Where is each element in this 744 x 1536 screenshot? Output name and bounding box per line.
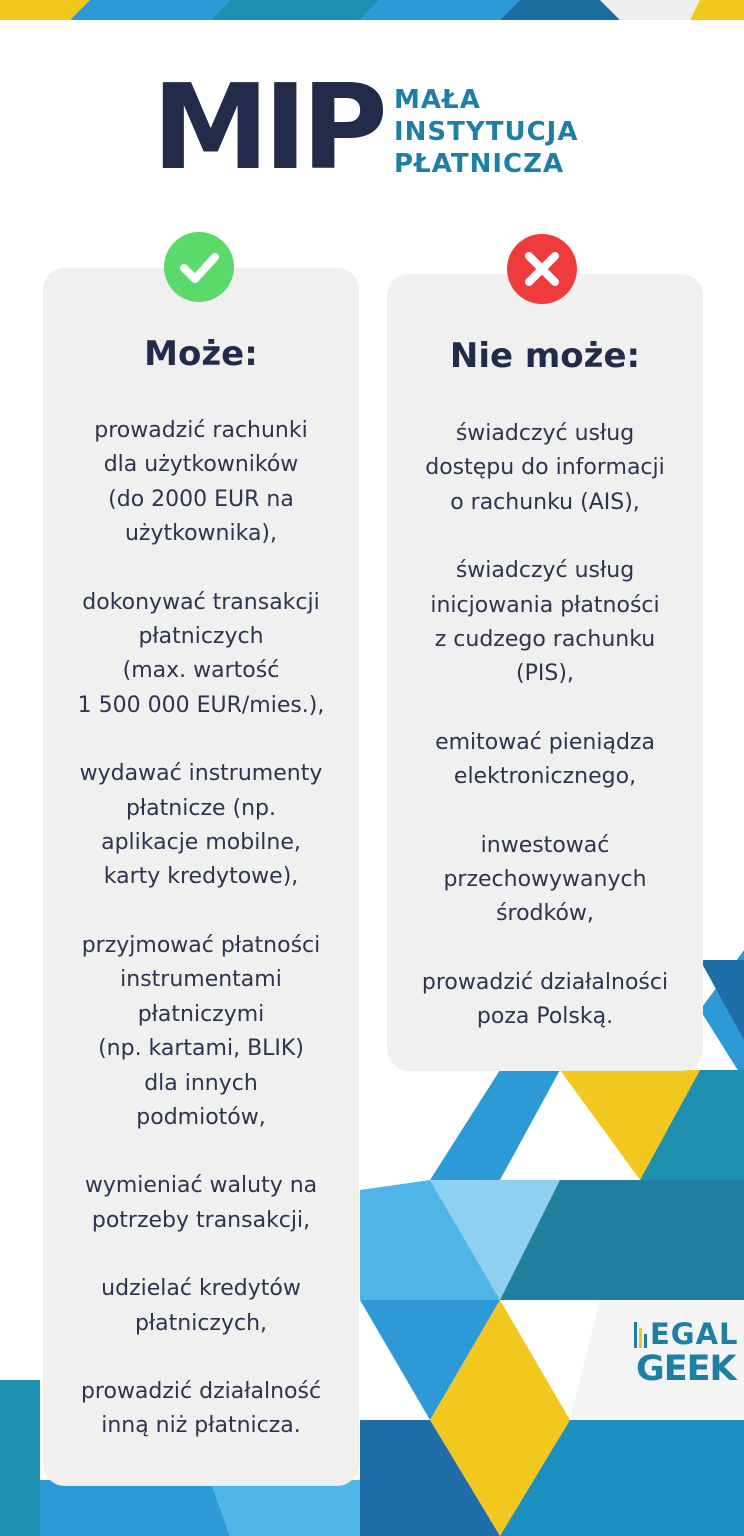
subtitle-line: PŁATNICZA (394, 149, 565, 179)
list-item: udzielać kredytów płatniczych, (101, 1276, 301, 1336)
legalgeek-logo (630, 1318, 740, 1390)
list-item: świadczyć usług dostępu do informacji o rachunku (AIS), (425, 421, 665, 515)
list-item: emitować pieniądza elektronicznego, (435, 729, 655, 790)
list-item: prowadzić rachunki dla użytkowników (do 2000 EUR na użytkownika), (94, 418, 308, 547)
cannot-list (392, 417, 698, 1069)
list-item: wydawać instrumenty płatnicze (np. aplikacje mobilne, karty kredytowe), (79, 761, 323, 890)
subtitle-line: INSTYTUCJA (394, 117, 579, 147)
list-item: prowadzić działalność inną niż płatnicza. (80, 1378, 322, 1439)
header (0, 58, 744, 196)
logo-text-top: EGAL (650, 1317, 739, 1351)
page-title: MIP (152, 58, 382, 196)
subtitle-line: MAŁA (394, 85, 481, 115)
subtitle (394, 84, 578, 180)
list-item: dokonywać transakcji płatniczych (max. wartość 1 500 000 EUR/mies.), (77, 589, 325, 718)
can-list (48, 414, 354, 1478)
cross-icon (507, 234, 577, 304)
logo-text-bottom: GEEK (636, 1349, 736, 1389)
check-icon (164, 232, 234, 302)
list-item: wymieniać waluty na potrzeby transakcji, (84, 1173, 318, 1233)
list-item: przyjmować płatności instrumentami płatniczymi (np. kartami, BLIK) dla innych podmiotów, (81, 932, 321, 1130)
can-title: Może: (144, 334, 258, 374)
logo-bars-icon (634, 1322, 648, 1348)
list-item: prowadzić działalności poza Polską. (421, 969, 669, 1030)
list-item: inwestować przechowywanych środków, (443, 832, 647, 927)
list-item: świadczyć usług inicjowania płatności z cudzego rachunku (PIS), (430, 558, 660, 687)
cannot-title: Nie może: (449, 336, 641, 376)
